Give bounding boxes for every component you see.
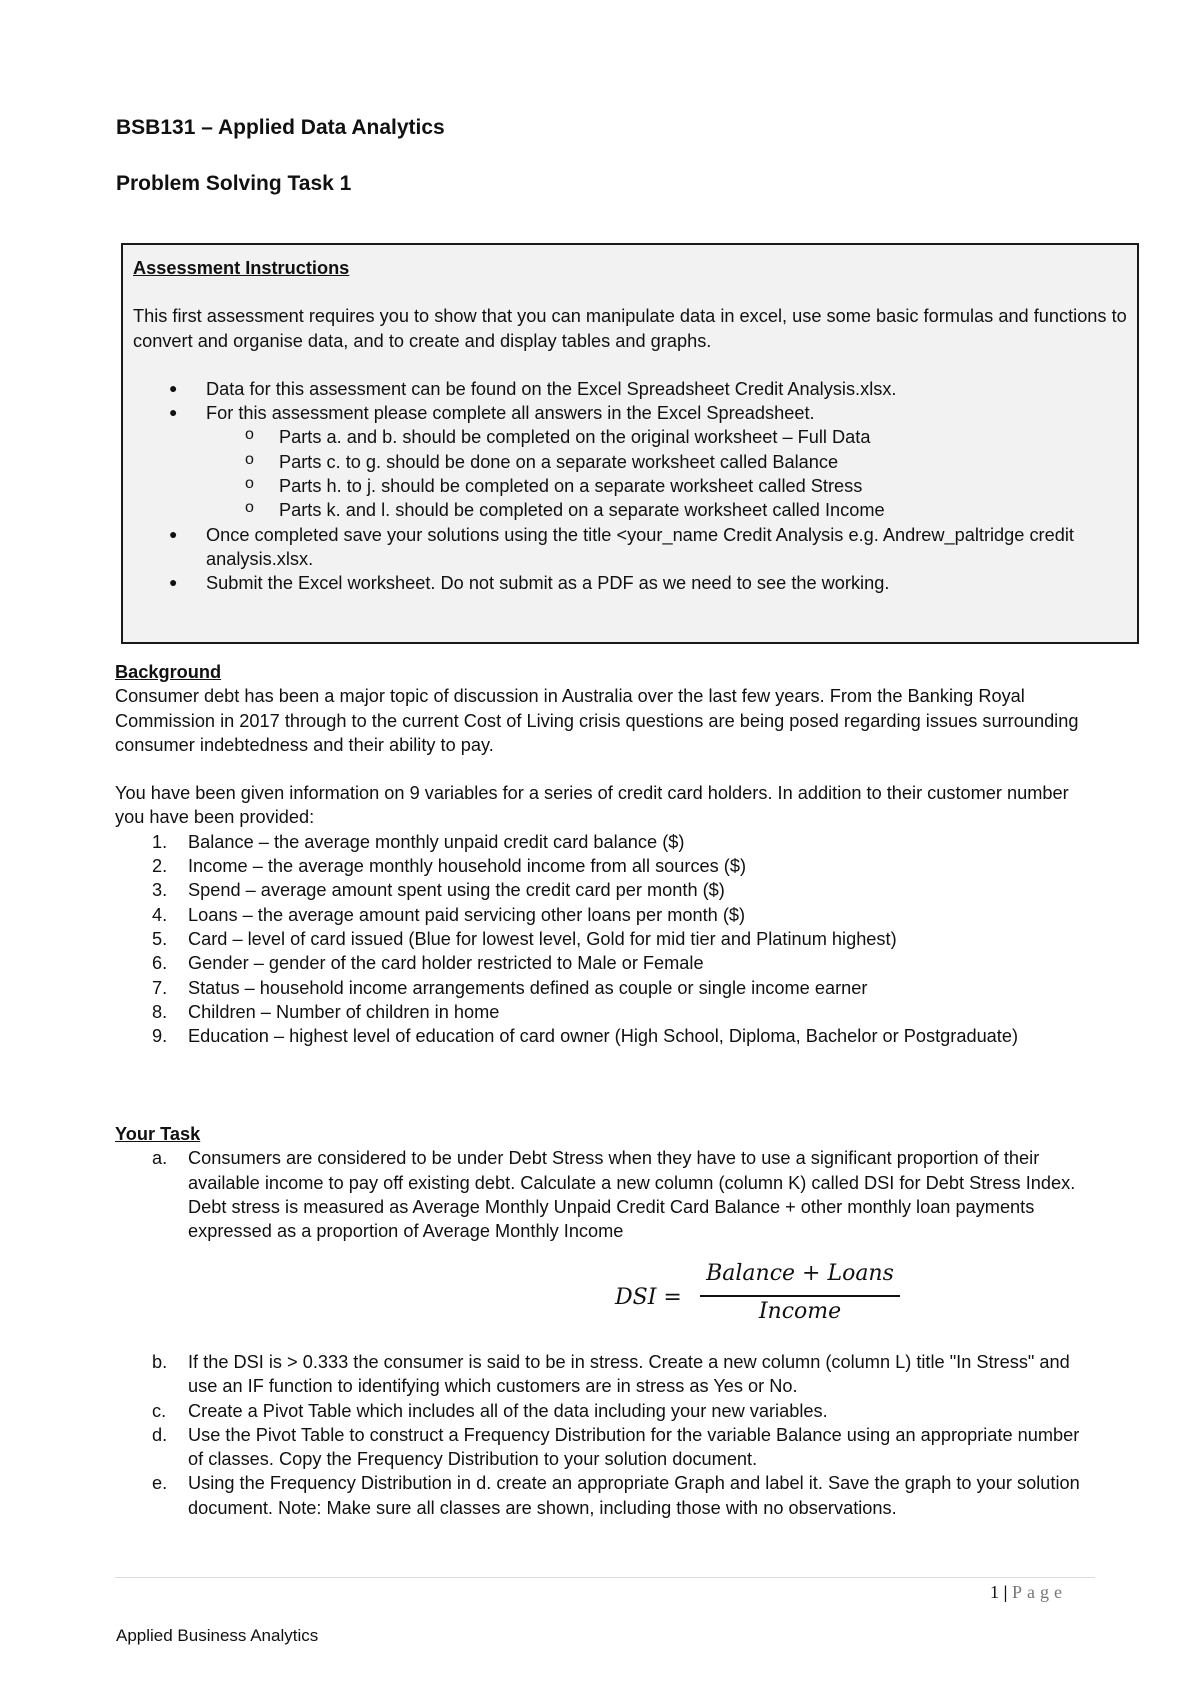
bullet-icon: ● bbox=[169, 574, 178, 591]
list-number: 3. bbox=[152, 880, 168, 901]
formula-numerator: Balance + Loans bbox=[706, 1261, 894, 1286]
task-list-continued bbox=[115, 1350, 1095, 1520]
list-text: Income – the average monthly household income from all sources ($) bbox=[188, 856, 747, 877]
list-text: Card – level of card issued (Blue for lowest level, Gold for mid tier and Platinum highest) bbox=[188, 928, 897, 949]
list-item bbox=[115, 1024, 1095, 1048]
bullet-icon: ● bbox=[169, 404, 178, 421]
sub-bullet-text: Parts a. and b. should be completed on the original worksheet – Full Data bbox=[279, 427, 871, 448]
list-text: Children – Number of children in home bbox=[188, 1001, 500, 1022]
bullet-text: Submit the Excel worksheet. Do not submit as a PDF as we need to see the working. bbox=[206, 573, 890, 594]
task-letter: c. bbox=[152, 1400, 167, 1421]
task-item bbox=[115, 1146, 1095, 1243]
list-text: Spend – average amount spent using the credit card per month ($) bbox=[188, 880, 725, 901]
task-item bbox=[115, 1399, 1095, 1423]
formula-denominator: Income bbox=[758, 1299, 842, 1324]
formula-lhs: DSI = bbox=[615, 1285, 682, 1310]
background-heading: Background bbox=[115, 662, 222, 682]
fraction-bar bbox=[700, 1295, 900, 1297]
list-text: Gender – gender of the card holder restricted to Male or Female bbox=[188, 953, 704, 974]
task-title: Problem Solving Task 1 bbox=[116, 172, 352, 195]
sub-bullet-item bbox=[133, 425, 1129, 449]
course-title: BSB131 – Applied Data Analytics bbox=[116, 116, 445, 139]
instructions-bullet-list bbox=[133, 377, 1129, 596]
list-item bbox=[115, 927, 1095, 951]
bullet-icon: ● bbox=[169, 525, 178, 542]
your-task-heading: Your Task bbox=[115, 1124, 201, 1144]
task-letter: e. bbox=[152, 1473, 168, 1494]
task-item bbox=[115, 1471, 1095, 1520]
footer-text: Applied Business Analytics bbox=[116, 1626, 319, 1645]
list-number: 1. bbox=[152, 831, 168, 852]
list-number: 8. bbox=[152, 1001, 168, 1022]
sub-bullet-text: Parts c. to g. should be done on a separate worksheet called Balance bbox=[279, 451, 839, 472]
list-item bbox=[115, 976, 1095, 1000]
task-text: Consumers are considered to be under Debt Stress when they have to use a significant proportion of their available income to pay off existing debt. Calculate a new column (column K) called DSI for Debt Stress Index. Debt stress is measured as Average Monthly Unpaid Credit Card Balance + other monthly loan payments expressed as a proportion of Average Monthly Income bbox=[188, 1148, 1076, 1242]
task-text: Use the Pivot Table to construct a Frequency Distribution for the variable Balance using an appropriate number of classes. Copy the Frequency Distribution to your solution document. bbox=[188, 1424, 1080, 1470]
task-letter: d. bbox=[152, 1424, 168, 1445]
page-number-separator: | bbox=[1003, 1582, 1008, 1602]
list-text: Status – household income arrangements defined as couple or single income earner bbox=[188, 977, 868, 998]
list-number: 5. bbox=[152, 928, 168, 949]
circle-bullet-icon: o bbox=[245, 499, 254, 517]
sub-bullet-text: Parts h. to j. should be completed on a separate worksheet called Stress bbox=[279, 476, 863, 497]
bullet-item bbox=[133, 571, 1129, 595]
task-text: If the DSI is > 0.333 the consumer is said to be in stress. Create a new column (column L) title "In Stress" and use an IF function to identifying which customers are in stress as Yes or No. bbox=[188, 1352, 1070, 1397]
bullet-item bbox=[133, 401, 1129, 425]
list-number: 2. bbox=[152, 856, 168, 877]
list-text: Education – highest level of education of card owner (High School, Diploma, Bachelor or Postgraduate) bbox=[188, 1026, 1019, 1047]
list-item bbox=[115, 878, 1095, 902]
task-item bbox=[115, 1350, 1095, 1399]
sub-bullet-item bbox=[133, 498, 1129, 522]
page-number-value: 1 bbox=[990, 1582, 999, 1602]
dsi-formula bbox=[615, 1261, 915, 1331]
circle-bullet-icon: o bbox=[245, 475, 254, 493]
bullet-item bbox=[133, 377, 1129, 401]
your-task-section bbox=[115, 1122, 1095, 1243]
list-item bbox=[115, 830, 1095, 854]
circle-bullet-icon: o bbox=[245, 426, 254, 444]
background-section bbox=[115, 660, 1095, 1048]
task-item bbox=[115, 1423, 1095, 1472]
footer-rule bbox=[115, 1577, 1095, 1578]
list-item bbox=[115, 903, 1095, 927]
list-number: 9. bbox=[152, 1026, 168, 1047]
list-number: 7. bbox=[152, 977, 168, 998]
task-letter: a. bbox=[152, 1148, 168, 1169]
instructions-intro: This first assessment requires you to show that you can manipulate data in excel, use some basic formulas and functions to convert and organise data, and to create and display tables and graphs. bbox=[133, 306, 1127, 351]
list-item bbox=[115, 951, 1095, 975]
instructions-heading: Assessment Instructions bbox=[133, 258, 350, 278]
variables-list bbox=[115, 830, 1095, 1049]
bullet-icon: ● bbox=[169, 379, 178, 396]
list-text: Loans – the average amount paid servicing other loans per month ($) bbox=[188, 904, 746, 925]
list-number: 6. bbox=[152, 953, 168, 974]
sub-bullet-text: Parts k. and l. should be completed on a separate worksheet called Income bbox=[279, 500, 885, 521]
bullet-text: Data for this assessment can be found on the Excel Spreadsheet Credit Analysis.xlsx. bbox=[206, 378, 897, 399]
sub-bullet-item bbox=[133, 474, 1129, 498]
task-text: Create a Pivot Table which includes all of the data including your new variables. bbox=[188, 1400, 828, 1421]
list-number: 4. bbox=[152, 904, 168, 925]
page-number bbox=[990, 1582, 1067, 1603]
bullet-text: For this assessment please complete all answers in the Excel Spreadsheet. bbox=[206, 403, 815, 424]
list-item bbox=[115, 1000, 1095, 1024]
assessment-instructions-box bbox=[121, 243, 1139, 644]
background-paragraph-1: Consumer debt has been a major topic of discussion in Australia over the last few years. From the Banking Royal Commission in 2017 through to the current Cost of Living crisis questions are being posed regarding issues surrounding consumer indebtedness and their ability to pay. bbox=[115, 686, 1079, 755]
list-item bbox=[115, 854, 1095, 878]
background-paragraph-2: You have been given information on 9 variables for a series of credit card holders. In addition to their customer number you have been provided: bbox=[115, 783, 1069, 828]
list-text: Balance – the average monthly unpaid credit card balance ($) bbox=[188, 831, 685, 852]
page-label: Page bbox=[1011, 1582, 1067, 1602]
bullet-text: Once completed save your solutions using the title <your_name Credit Analysis e.g. Andrew_paltridge credit analysis.xlsx. bbox=[206, 524, 1074, 569]
bullet-item bbox=[133, 523, 1129, 572]
task-letter: b. bbox=[152, 1352, 168, 1372]
task-text: Using the Frequency Distribution in d. create an appropriate Graph and label it. Save the graph to your solution document. Note: Make sure all classes are shown, including those with no observations. bbox=[188, 1473, 1080, 1518]
circle-bullet-icon: o bbox=[245, 450, 254, 468]
sub-bullet-item bbox=[133, 450, 1129, 474]
